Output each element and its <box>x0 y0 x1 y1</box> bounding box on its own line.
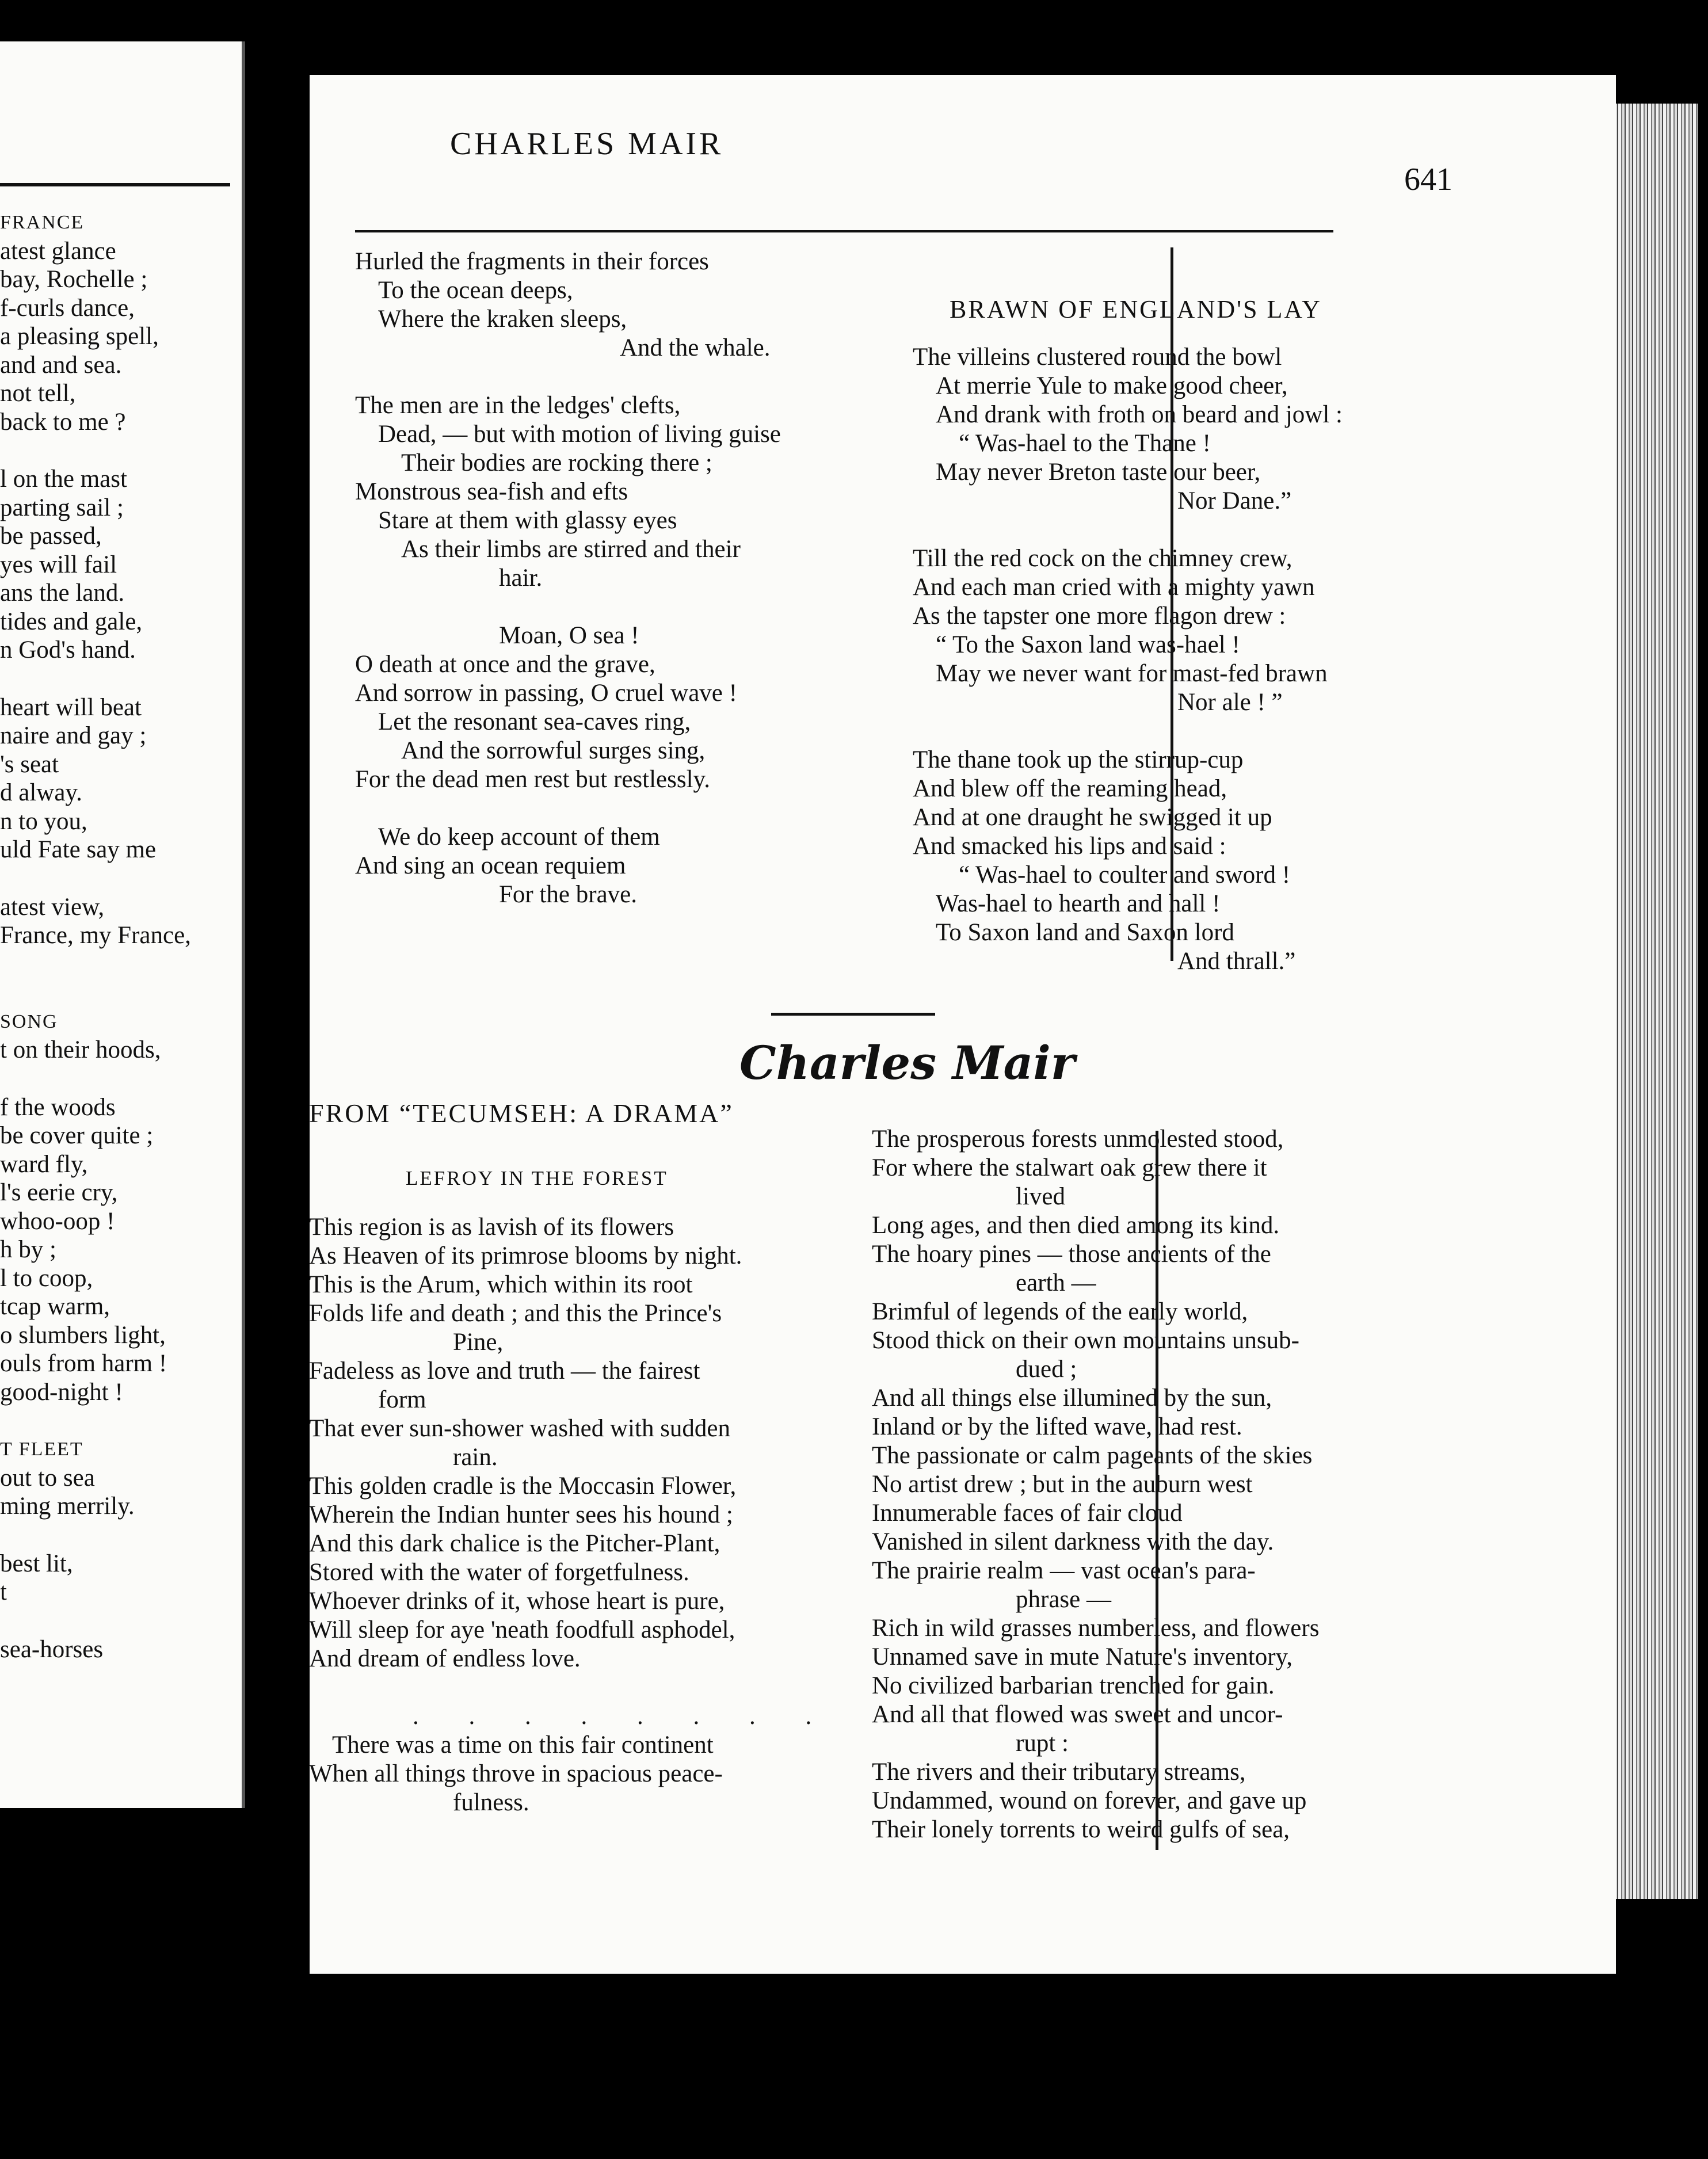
text-line: Will sleep for aye 'neath foodfull asphodel, <box>309 1616 735 1643</box>
text-line: Brimful of legends of the early world, <box>872 1298 1248 1325</box>
brawn-poem <box>913 343 1343 976</box>
text-line: And sing an ocean requiem <box>355 852 626 879</box>
text-line <box>0 1406 191 1435</box>
text-line: Undammed, wound on forever, and gave up <box>872 1787 1307 1814</box>
text-line: o slumbers light, <box>0 1321 166 1349</box>
drama-right-column <box>872 1125 1319 1844</box>
text-line: n God's hand. <box>0 636 136 663</box>
text-line: Was-hael to hearth and hall ! <box>936 890 1221 917</box>
text-line: FRANCE <box>0 212 85 233</box>
text-line: 's seat <box>0 750 59 778</box>
text-line: “ To the Saxon land was-hael ! <box>936 631 1240 658</box>
text-line: Nor Dane.” <box>1177 487 1292 514</box>
left-header-rule <box>0 183 230 186</box>
text-line: And blew off the reaming head, <box>913 775 1227 802</box>
text-line: And drank with froth on beard and jowl : <box>936 401 1343 428</box>
text-line: The men are in the ledges' clefts, <box>355 392 681 419</box>
text-line: tcap warm, <box>0 1293 110 1320</box>
text-line: For the brave. <box>499 881 638 908</box>
text-line: atest view, <box>0 893 105 921</box>
text-line: SONG <box>0 1010 58 1032</box>
text-line: earth — <box>1016 1269 1096 1296</box>
text-line: Till the red cock on the chimney crew, <box>913 545 1293 572</box>
text-line <box>0 665 191 693</box>
text-line: lived <box>1016 1183 1065 1210</box>
text-line: Fadeless as love and truth — the fairest <box>309 1357 700 1384</box>
text-line: Innumerable faces of fair cloud <box>872 1500 1183 1527</box>
text-line <box>913 717 1343 746</box>
text-line: bay, Rochelle ; <box>0 266 148 293</box>
text-line: Whoever drinks of it, whose heart is pure, <box>309 1588 725 1615</box>
left-page-text <box>0 208 191 1664</box>
text-line: Hurled the fragments in their forces <box>355 248 709 275</box>
text-line <box>0 1521 191 1550</box>
text-line: No civilized barbarian trenched for gain. <box>872 1672 1275 1699</box>
text-line: Wherein the Indian hunter sees his hound ; <box>309 1501 733 1528</box>
text-line: d alway. <box>0 779 82 806</box>
drama-left-column <box>309 1213 833 1817</box>
text-line: “ Was-hael to coulter and sword ! <box>959 861 1291 888</box>
text-line: . . . . . . . . <box>413 1703 834 1730</box>
text-line <box>0 1065 191 1093</box>
text-line: The villeins clustered round the bowl <box>913 344 1282 371</box>
text-line: To Saxon land and Saxon lord <box>936 919 1234 946</box>
text-line: Folds life and death ; and this the Prince's <box>309 1300 722 1327</box>
page-number: 641 <box>1404 162 1452 197</box>
text-line: ans the land. <box>0 579 125 606</box>
header-rule <box>355 230 1333 232</box>
text-line: phrase — <box>1016 1586 1111 1613</box>
text-line <box>0 864 191 893</box>
text-line: And the whale. <box>620 334 771 361</box>
text-line: Their lonely torrents to weird gulfs of sea, <box>872 1816 1290 1843</box>
text-line: When all things throve in spacious peace- <box>309 1760 723 1787</box>
text-line: As their limbs are stirred and their <box>401 536 741 563</box>
text-line <box>355 794 781 823</box>
text-line: And each man cried with a mighty yawn <box>913 574 1315 601</box>
left-page-fragment <box>0 41 245 1808</box>
text-line: out to sea <box>0 1464 95 1492</box>
text-line: And at one draught he swigged it up <box>913 804 1272 831</box>
text-line: May we never want for mast-fed brawn <box>936 660 1328 687</box>
text-line: sea-horses <box>0 1635 104 1663</box>
text-line: O death at once and the grave, <box>355 651 655 678</box>
text-line: back to me ? <box>0 408 126 436</box>
text-line: France, my France, <box>0 922 191 949</box>
text-line: best lit, <box>0 1550 73 1577</box>
text-line <box>0 979 191 1008</box>
text-line: t on their hoods, <box>0 1036 161 1063</box>
text-line: To the ocean deeps, <box>378 277 573 304</box>
text-line: be cover quite ; <box>0 1122 154 1149</box>
text-line: n to you, <box>0 807 87 835</box>
text-line: Unnamed save in mute Nature's inventory, <box>872 1643 1293 1670</box>
text-line: naire and gay ; <box>0 722 147 749</box>
text-line: That ever sun-shower washed with sudden <box>309 1415 731 1442</box>
text-line: And smacked his lips and said : <box>913 833 1226 860</box>
text-line: uld Fate say me <box>0 836 157 863</box>
text-line: Stored with the water of forgetfulness. <box>309 1559 689 1586</box>
text-line: May never Breton taste our beer, <box>936 459 1261 486</box>
text-line: good-night ! <box>0 1378 123 1406</box>
text-line: Where the kraken sleeps, <box>378 306 627 333</box>
text-line: Rich in wild grasses numberless, and flowers <box>872 1615 1320 1642</box>
text-line: For the dead men rest but restlessly. <box>355 766 710 793</box>
text-line: No artist drew ; but in the auburn west <box>872 1471 1253 1498</box>
text-line: tides and gale, <box>0 608 143 635</box>
text-line: Vanished in silent darkness with the day. <box>872 1528 1274 1555</box>
text-line: Dead, — but with motion of living guise <box>378 421 781 448</box>
scene-title: LEFROY IN THE FOREST <box>406 1167 668 1189</box>
text-line: And the sorrowful surges sing, <box>401 737 706 764</box>
text-line: l's eerie cry, <box>0 1179 118 1206</box>
text-line: At merrie Yule to make good cheer, <box>936 372 1288 399</box>
text-line: This is the Arum, which within its root <box>309 1271 693 1298</box>
text-line: f the woods <box>0 1093 116 1121</box>
text-line: As the tapster one more flagon drew : <box>913 602 1286 630</box>
text-line: yes will fail <box>0 551 117 578</box>
text-line: parting sail ; <box>0 494 124 521</box>
text-line: Nor ale ! ” <box>1177 689 1283 716</box>
text-line: Moan, O sea ! <box>499 622 639 649</box>
text-line: ward fly, <box>0 1150 88 1178</box>
text-line: This golden cradle is the Moccasin Flower, <box>309 1473 737 1500</box>
author-heading: Charles Mair <box>739 1036 1075 1090</box>
text-line <box>355 593 781 621</box>
text-line: Long ages, and then died among its kind. <box>872 1212 1280 1239</box>
text-line: and and sea. <box>0 351 122 379</box>
text-line: Their bodies are rocking there ; <box>401 449 712 476</box>
text-line: l on the mast <box>0 466 127 493</box>
sea-poem-continuation <box>355 247 781 909</box>
text-line: hair. <box>499 564 543 592</box>
poem-title-brawn: BRAWN OF ENGLAND'S LAY <box>950 295 1322 323</box>
text-line: not tell, <box>0 380 76 407</box>
text-line: rain. <box>453 1444 498 1471</box>
text-line: heart will beat <box>0 693 142 721</box>
text-line: The hoary pines — those ancients of the <box>872 1241 1271 1268</box>
text-line <box>309 1673 833 1702</box>
running-head: CHARLES MAIR <box>450 126 724 162</box>
text-line: fulness. <box>453 1789 529 1816</box>
text-line: ming merrily. <box>0 1493 135 1520</box>
text-line: whoo-oop ! <box>0 1207 115 1235</box>
text-line: t <box>0 1578 7 1605</box>
text-line: The thane took up the stirrup-cup <box>913 746 1244 773</box>
text-line <box>355 363 781 391</box>
text-line: Stood thick on their own mountains unsub- <box>872 1327 1299 1354</box>
text-line: rupt : <box>1016 1730 1069 1757</box>
text-line: be passed, <box>0 522 102 550</box>
text-line: There was a time on this fair continent <box>332 1731 714 1759</box>
text-line: And sorrow in passing, O cruel wave ! <box>355 680 737 707</box>
text-line: “ Was-hael to the Thane ! <box>959 430 1211 457</box>
text-line: dued ; <box>1016 1356 1077 1383</box>
text-line: a pleasing spell, <box>0 323 159 350</box>
text-line: f-curls dance, <box>0 294 135 322</box>
text-line <box>913 516 1343 544</box>
text-line <box>0 436 191 465</box>
text-line: Inland or by the lifted wave, had rest. <box>872 1413 1242 1440</box>
text-line: T FLEET <box>0 1439 83 1460</box>
text-line: Monstrous sea-fish and efts <box>355 478 628 505</box>
text-line: l to coop, <box>0 1264 93 1292</box>
text-line: And all that flowed was sweet and uncor- <box>872 1701 1283 1728</box>
drama-title: FROM “TECUMSEH: A DRAMA” <box>309 1098 734 1128</box>
text-line: The passionate or calm pageants of the skies <box>872 1442 1313 1469</box>
text-line: And thrall.” <box>1177 948 1296 975</box>
text-line: This region is as lavish of its flowers <box>309 1214 674 1241</box>
text-line: And dream of endless love. <box>309 1645 581 1672</box>
text-line: The rivers and their tributary streams, <box>872 1759 1246 1786</box>
text-line: h by ; <box>0 1236 56 1263</box>
text-line: atest glance <box>0 237 116 265</box>
text-line: The prosperous forests unmolested stood, <box>872 1126 1284 1153</box>
text-line <box>0 950 191 979</box>
text-line: form <box>378 1386 426 1413</box>
text-line: As Heaven of its primrose blooms by night. <box>309 1242 742 1269</box>
text-line: We do keep account of them <box>378 823 660 850</box>
text-line: Stare at them with glassy eyes <box>378 507 677 534</box>
text-line <box>0 1607 191 1635</box>
text-line: And this dark chalice is the Pitcher-Plant, <box>309 1530 720 1557</box>
text-line: And all things else illumined by the sun, <box>872 1384 1272 1412</box>
text-line: For where the stalwart oak grew there it <box>872 1154 1267 1181</box>
text-line: Pine, <box>453 1329 504 1356</box>
text-line: Let the resonant sea-caves ring, <box>378 708 691 735</box>
text-line: The prairie realm — vast ocean's para- <box>872 1557 1256 1584</box>
text-line: ouls from harm ! <box>0 1350 167 1377</box>
section-divider-rule <box>771 1013 935 1016</box>
